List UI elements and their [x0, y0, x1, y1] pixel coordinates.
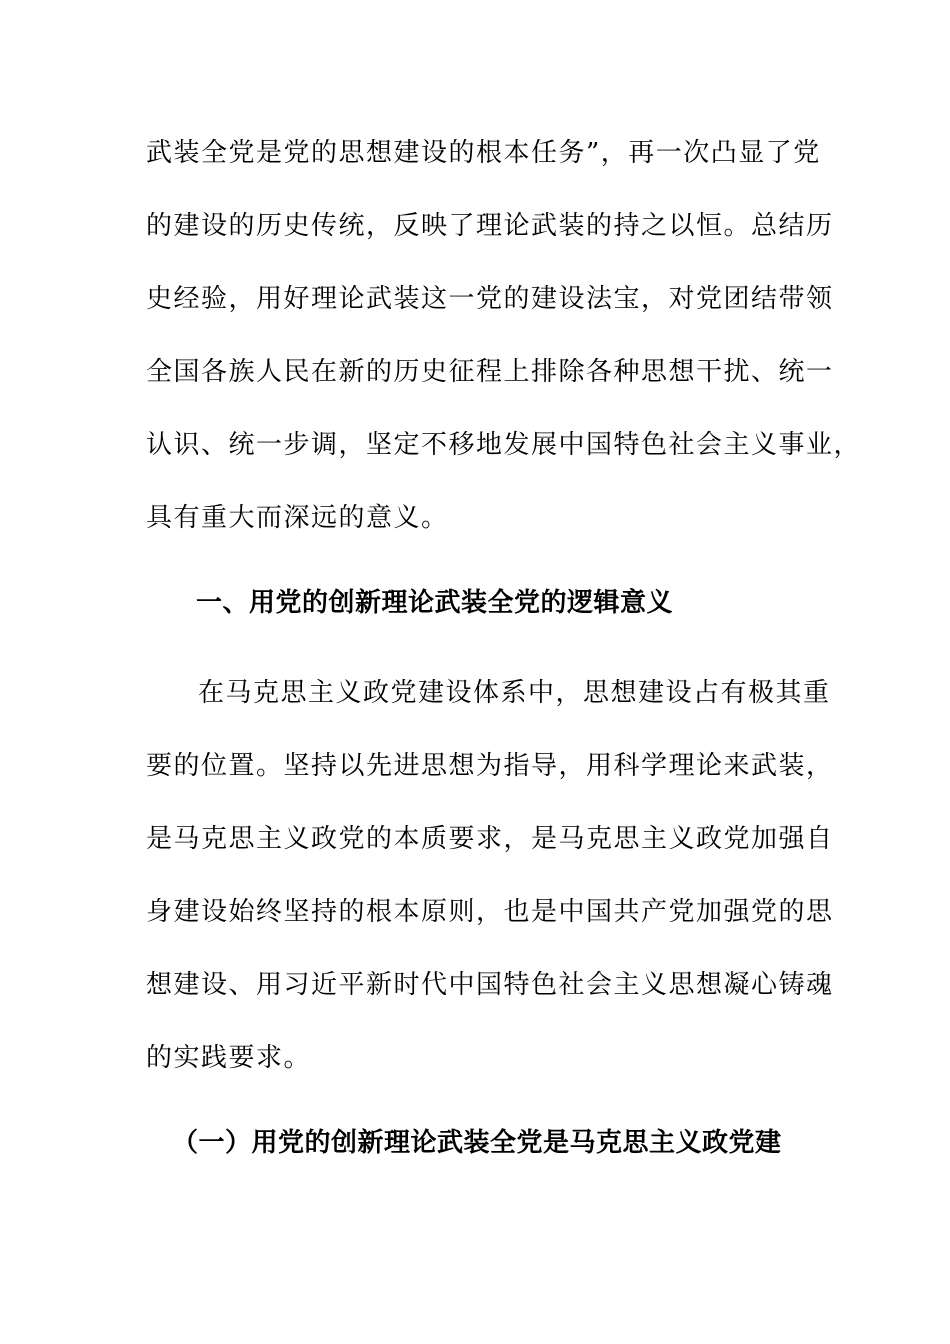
section-heading-2: （一）用党的创新理论武装全党是马克思主义政党建 — [172, 1128, 782, 1158]
paragraph-1-line-1: 武装全党是党的思想建设的根本任务”，再一次凸显了党 — [146, 138, 821, 168]
paragraph-2-line-6: 的实践要求。 — [146, 1043, 312, 1073]
paragraph-2-line-3: 是马克思主义政党的本质要求，是马克思主义政党加强自 — [146, 824, 834, 854]
paragraph-1-line-3: 史经验，用好理论武装这一党的建设法宝，对党团结带领 — [146, 284, 834, 314]
paragraph-1-line-2: 的建设的历史传统，反映了理论武装的持之以恒。总结历 — [146, 211, 834, 241]
section-heading-1: 一、用党的创新理论武装全党的逻辑意义 — [196, 588, 674, 618]
paragraph-2-line-2: 要的位置。坚持以先进思想为指导，用科学理论来武装， — [146, 751, 834, 781]
paragraph-1-line-4: 全国各族人民在新的历史征程上排除各种思想干扰、统一 — [146, 357, 834, 387]
paragraph-1-line-6: 具有重大而深远的意义。 — [146, 503, 449, 533]
paragraph-1-line-5: 认识、统一步调，坚定不移地发展中国特色社会主义事业， — [146, 430, 862, 460]
paragraph-2-line-1: 在马克思主义政党建设体系中，思想建设占有极其重 — [198, 678, 831, 708]
paragraph-2-line-4: 身建设始终坚持的根本原则，也是中国共产党加强党的思 — [146, 897, 834, 927]
paragraph-2-line-5: 想建设、用习近平新时代中国特色社会主义思想凝心铸魂 — [146, 970, 834, 1000]
